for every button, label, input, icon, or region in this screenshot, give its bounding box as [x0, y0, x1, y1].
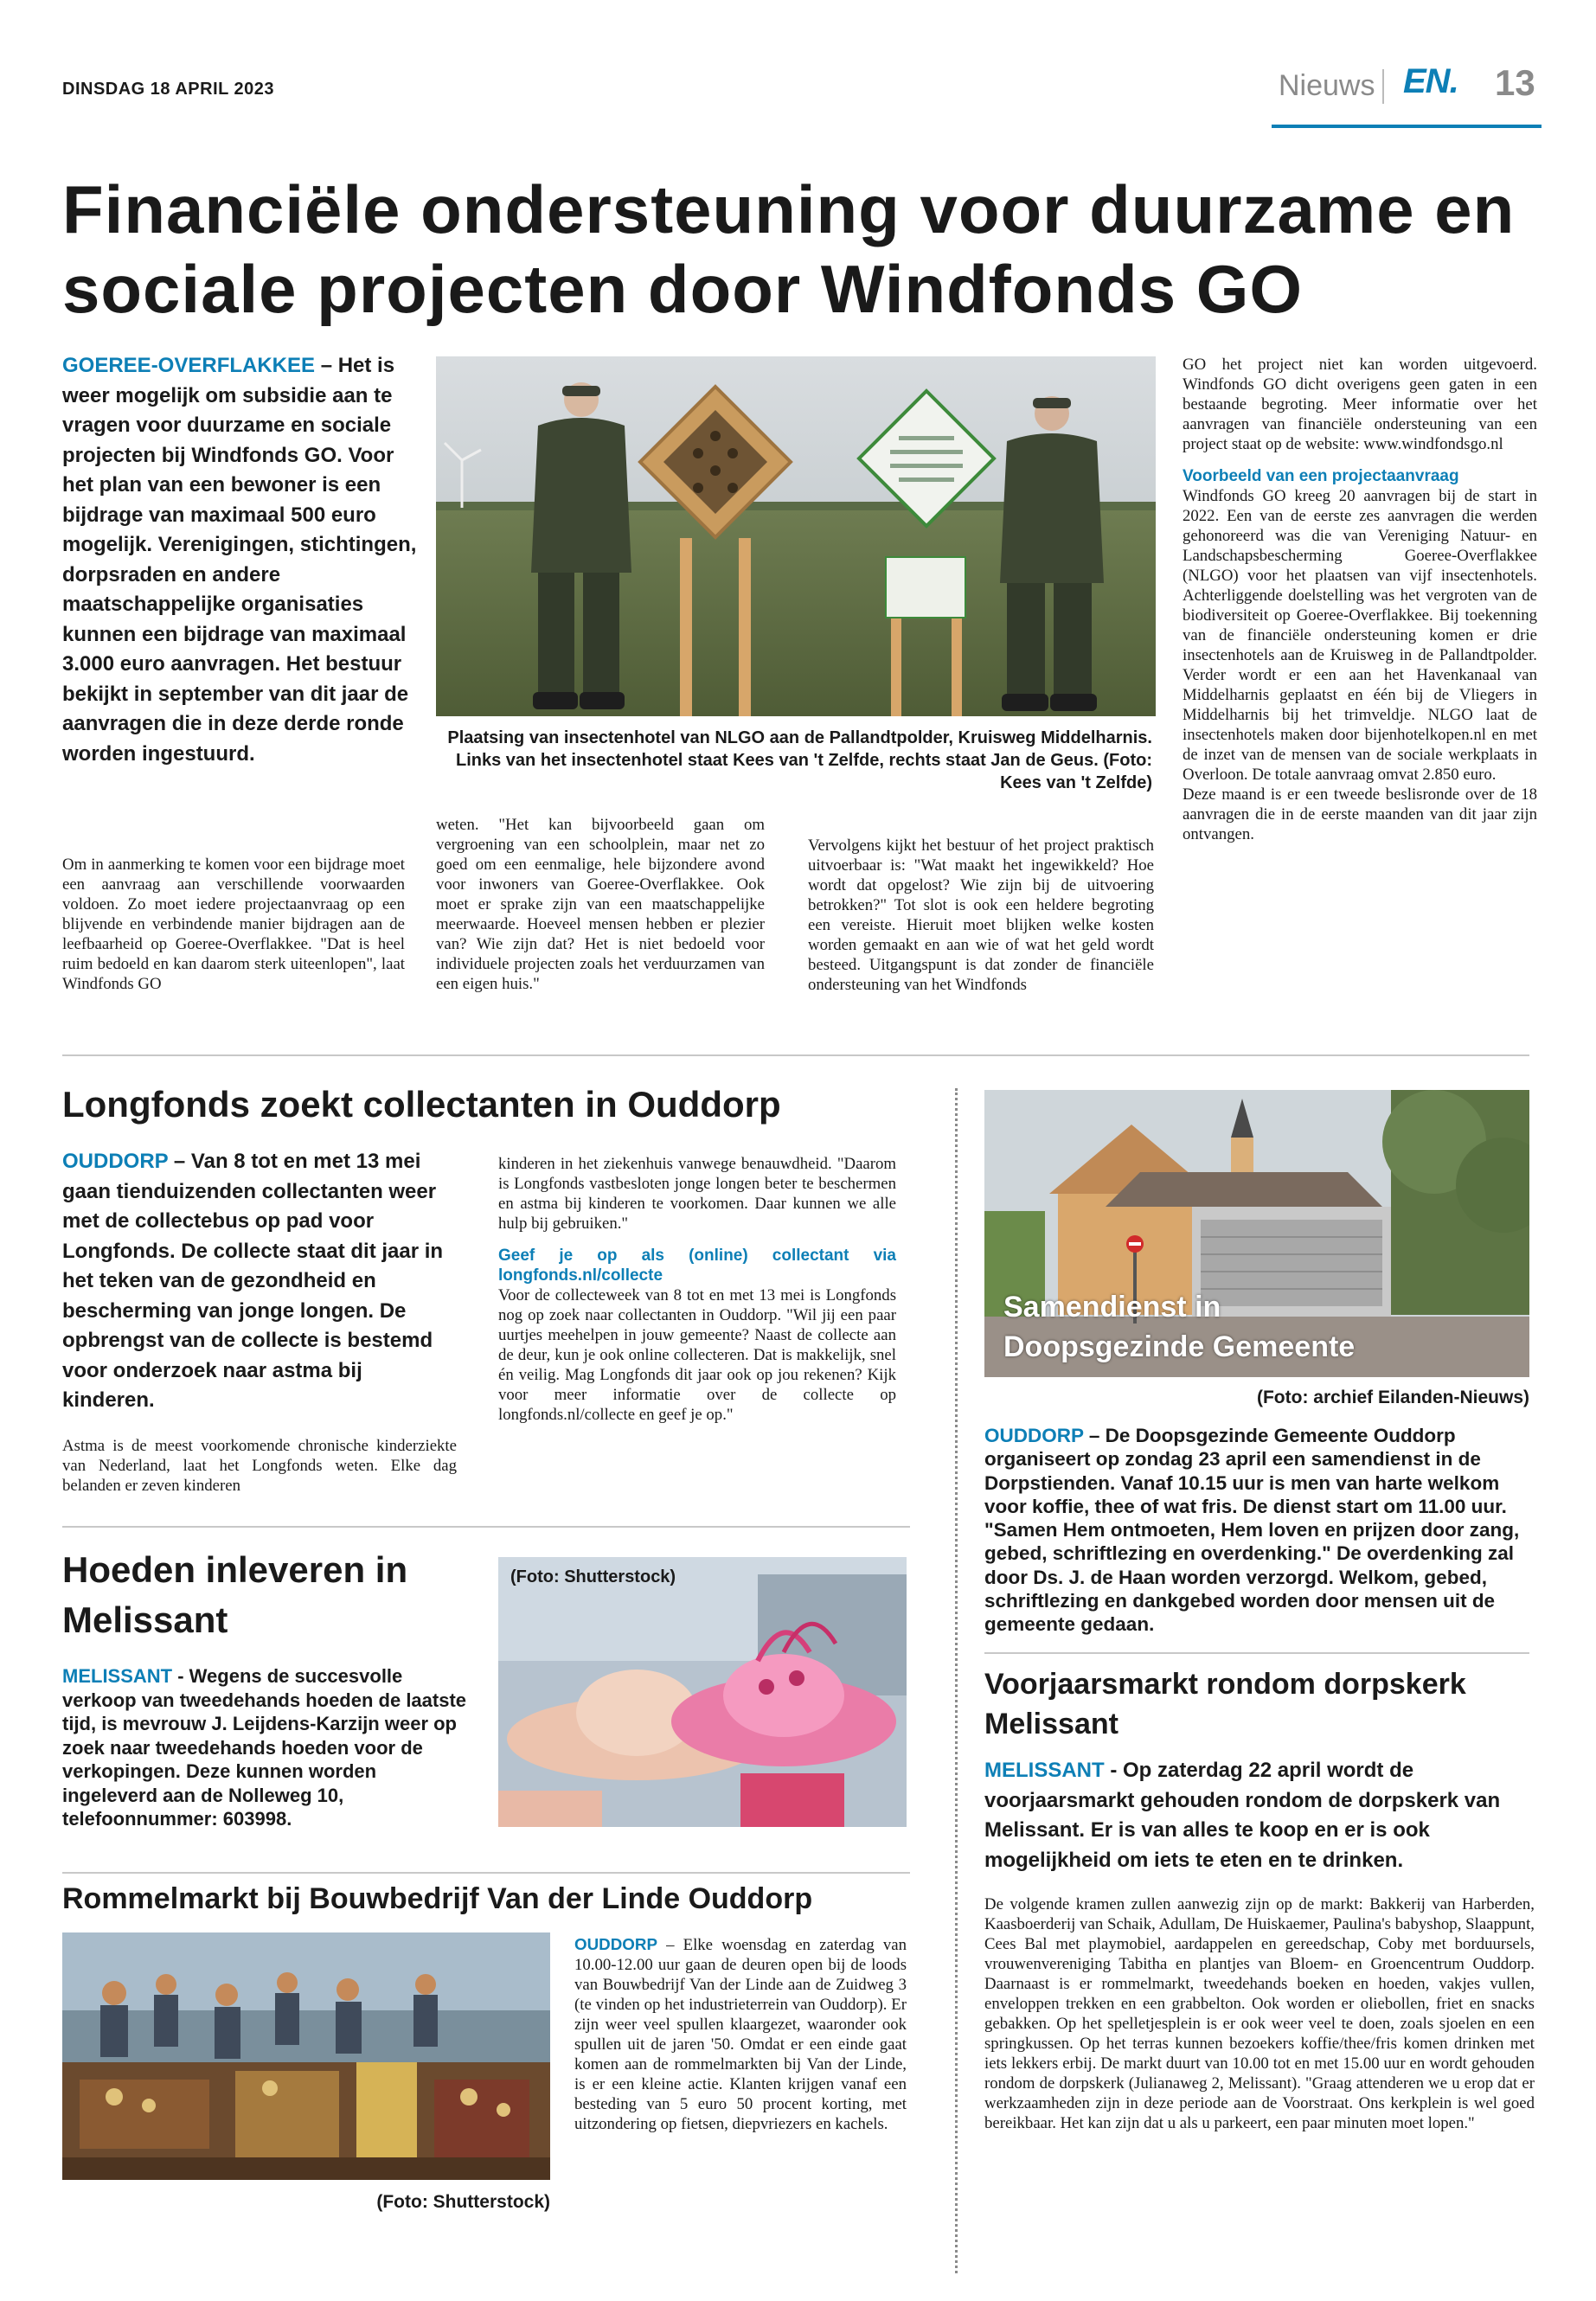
article1-col4 [1183, 355, 1537, 844]
article3-lead-text: – De Doopsgezinde Gemeente Ouddorp organiseert op zondag 23 april een samendienst in de Dorpstienden. Vanaf 10.15 uur is men van harte welkom voor koffie, thee of wat fris. De dienst start om 11.00 uur. "Samen Hem ontmoeten, Hem loven en prijzen door zang, gebed, schriftlezing en overdenking." De overdenking zal door Ds. J. de Haan worden verzorgd. Welkom, gebed, schriftlezing en dankgebed worden door mensen uit de gemeente gedaan. [984, 1425, 1520, 1636]
newspaper-logo: EN. [1403, 62, 1458, 100]
article-divider [984, 1652, 1529, 1654]
article1-headline: Financiële ondersteuning voor duurzame en sociale projecten door Windfonds GO [62, 171, 1516, 327]
article5-lead-text: - Op zaterdag 22 april wordt de voorjaarsmarkt gehouden rondom de dorpskerk van Melissant. Er is van alles te koop en er is ook mogelijkheid om iets te eten en te drinken. [984, 1759, 1501, 1872]
article6-headline: Rommelmarkt bij Bouwbedrijf Van der Linde Ouddorp [62, 1882, 813, 1915]
article2-headline: Longfonds zoekt collectanten in Ouddorp [62, 1084, 781, 1125]
article5-lead-location: MELISSANT [984, 1759, 1105, 1782]
article2-lead [62, 1147, 460, 1416]
article1-col1: Om in aanmerking te komen voor een bijdrage moet een aanvraag aan verschillende voorwaarden voldoen. Zo moet iedere projectaanvraag op een blijvende en verbindende manier bijdragen aan de leefbaarheid op Goeree-Overflakkee. "Dat is heel ruim bedoeld en kan daarom sterk uiteenlopen", laat Windfonds GO [62, 856, 405, 993]
article4-lead [62, 1664, 469, 1831]
article1-col2: weten. "Het kan bijvoorbeeld gaan om vergroening van een schoolplein, maar net zo goed om een eenmalige, hele bijzondere avond voor inwoners van Goeree-Overflakkee. Ook moet er sprake zijn van een maatschappelijke meerwaarde. Hoeveel mensen hebben er plezier van? Wie zijn dat? Het is niet bedoeld voor individuele projecten zoals het verduurzamen van een eigen huis." [436, 816, 765, 993]
article-divider [62, 1054, 1529, 1056]
page-number: 13 [1495, 62, 1535, 103]
article3-lead-location: OUDDORP [984, 1425, 1084, 1446]
article4-headline: Hoeden inleveren in Melissant [62, 1549, 408, 1640]
section-label: Nieuws [1279, 69, 1375, 102]
article2-col1: Astma is de meest voorkomende chronische kinderziekte van Nederland, laat het Longfonds weten. Elke dag belanden er zeven kinderen [62, 1437, 457, 1495]
article4-lead-text: - Wegens de succesvolle verkoop van tweedehands hoeden de laatste tijd, is mevrouw J. Leijdens-Karzijn weer op zoek naar tweedehands hoeden voor de verkopingen. Deze kunnen worden ingeleverd aan de Nolleweg 10, telefoonnummer: 603998. [62, 1665, 467, 1830]
article4-lead-location: MELISSANT [62, 1665, 173, 1687]
hats-photo-graphic [498, 1557, 907, 1827]
article3-photo-church [984, 1090, 1529, 1377]
article-divider [62, 1872, 910, 1874]
article3-photo-credit: (Foto: archief Eilanden-Nieuws) [1256, 1388, 1529, 1407]
article6-text: – Elke woensdag en zaterdag van 10.00-12.00 uur gaan de deuren open bij de loods van Bouwbedrijf Van der Linde aan de Zuidweg 3 (te vinden op het industrieterrein van Ouddorp). Er zijn weer veel spullen klaargezet, waaronder ook spullen uit de jaren '50. Omdat er een einde gaat komen aan de rommelmarkten bij Van der Linde, is er een kleine actie. Klanten krijgen vanaf een besteding van 5 euro 50 procent korting, met uitzondering op fietsen, diepvriezers en kachels. [574, 1936, 907, 2133]
article4-photo-hats [498, 1557, 907, 1827]
article1-lead-text: – Het is weer mogelijk om subsidie aan te vragen voor duurzame en sociale projecten bij Windfonds GO. Voor het plan van een bewoner is een bijdrage van maximaal 500 euro mogelijk. Verenigingen, stichtingen, dorpsraden en andere maatschappelijke organisaties kunnen een bijdrage van maximaal 3.000 euro aanvragen. Het bestuur bekijkt in september van dit jaar de aanvragen die in deze derde ronde worden ingestuurd. [62, 354, 417, 766]
article2-col2 [498, 1154, 896, 1425]
article5-headline: Voorjaarsmarkt rondom dorpskerk Melissant [984, 1668, 1466, 1740]
article6-photo-credit: (Foto: Shutterstock) [376, 2192, 550, 2212]
article1-col4-text3: Deze maand is er een tweede beslisronde over de 18 aanvragen die in de eerste maanden van dit jaar zijn ontvangen. [1183, 785, 1537, 843]
article2-col2-text: kinderen in het ziekenhuis vanwege benauwdheid. "Daarom is Longfonds vastbesloten jonge longen beter te beschermen en astma bij kinderen te voorkomen. Daar kunnen we alle hulp bij gebruiken." [498, 1155, 896, 1233]
column-divider-dotted [955, 1088, 958, 2273]
article1-lead [62, 351, 417, 769]
article4-photo-credit: (Foto: Shutterstock) [510, 1567, 676, 1586]
article3-lead [984, 1424, 1535, 1637]
issue-date: DINSDAG 18 APRIL 2023 [62, 80, 275, 99]
article6-body [574, 1934, 907, 2134]
article1-photo-insect-hotel [436, 356, 1156, 716]
article3-photo-title: Samendienst in Doopsgezinde Gemeente [1003, 1291, 1356, 1363]
article1-col4-text2: Windfonds GO kreeg 20 aanvragen bij de start in 2022. Een van de eerste zes aanvragen die werden gehonoreerd was die van Vereniging Natuur- en Landschapsbescherming Goeree-Overflakkee (NLGO) voor het plaatsen van vijf insectenhotels. Achterliggende doelstelling was het vergroten van de biodiversiteit op Goeree-Overflakkee. Bij toekenning van de financiële ondersteuning komen er drie insectenhotels aan de Kruisweg in de Pallandtpolder. Verder wordt er een aan het Havenkanaal van Middelharnis geplaatst en één bij de Vliegers in Middelharnis bij het trimveldje. NLGO laat de insectenhotels maken door bijenhotelkopen.nl en met de inzet van de mensen van de sociale werkplaats in Overloon. De totale aanvraag omvat 2.850 euro. [1183, 487, 1537, 784]
article1-col4-subhead: Voorbeeld van een projectaanvraag [1183, 467, 1459, 485]
article2-col2-text2: Voor de collecteweek van 8 tot en met 13 mei is Longfonds nog op zoek naar collectanten in Ouddorp. "Wil jij een paar uurtjes meehelpen in jouw gemeente? Naast de collecte aan de deur, kun je ook online collecteren. Dat is makkelijk, snel én veilig. Mag Longfonds dit jaar ook op jou rekenen? Kijk voor meer informatie over de collecte op longfonds.nl/collecte en geef je op." [498, 1286, 896, 1424]
article1-col4-text: GO het project niet kan worden uitgevoerd. Windfonds GO dicht overigens geen gaten in een bestaande begroting. Meer informatie over het aanvragen van financiële ondersteuning van een project staat op de website: www.windfondsgo.nl [1183, 356, 1537, 453]
article1-lead-location: GOEREE-OVERFLAKKEE [62, 354, 316, 377]
article-divider [62, 1526, 910, 1528]
article1-col3: Vervolgens kijkt het bestuur of het project praktisch uitvoerbaar is: "Wat maakt het ingewikkeld? Hoe wordt dat opgelost? Wie zijn bij de uitvoering betrokken?" Tot slot is ook een heldere begroting een vereiste. Hieruit moet blijken welke kosten worden gemaakt en aan wie of wat het geld wordt besteed. Uitgangspunt is dat zonder de financiële ondersteuning van het Windfonds [808, 836, 1154, 994]
article2-subhead: Geef je op als (online) collectant via longfonds.nl/collecte [498, 1247, 896, 1285]
header-accent-line [1272, 125, 1542, 128]
article5-body: De volgende kramen zullen aanwezig zijn op de markt: Bakkerij van Harberden, Kaasboerderij van Schaik, Adullam, De Huiskaemer, Paulina's babyshop, Slaappunt, Cees Bal met playmobiel, aardappelen en gereedschap, Coby met borduursels, vrouwenvereniging Tabitha en plantjes van Bloem- en Groencentrum Ouddorp. Daarnaast is er rommelmarkt, tweedehands boeken en hoeden, vakjes vullen, enveloppen trekken en een grabbelton. Ook worden er oliebollen, friet en snacks gebakken. Op het spelletjesplein is er ook weer veel te doen, zoals sjoelen en een springkussen. Op het terras kunnen bezoekers koffie/thee/fris komen drinken met iets lekkers erbij. De markt duurt van 10.00 tot en met 15.00 uur en wordt gehouden rondom de dorpskerk (Julianaweg 2, Melissant). "Graag attenderen we u erop dat er werkzaamheden zijn in deze periode aan de Voorstraat. Ons kerkplein is wel goed bereikbaar. Het kan zijn dat u als u parkeert, een paar minuten moet lopen." [984, 1895, 1535, 2132]
article2-lead-location: OUDDORP [62, 1150, 169, 1173]
article2-lead-text: – Van 8 tot en met 13 mei gaan tienduizenden collectanten weer met de collectebus op pad voor Longfonds. De collecte staat dit jaar in het teken van de gezondheid en bescherming van jonge longen. De opbrengst van de collecte is bestemd voor onderzoek naar astma bij kinderen. [62, 1150, 444, 1412]
article6-photo-fleamarket [62, 1932, 550, 2180]
header-divider [1382, 69, 1384, 104]
insect-hotel-photo-graphic [436, 356, 1156, 716]
fleamarket-photo-graphic [62, 1932, 550, 2180]
article1-photo-caption: Plaatsing van insectenhotel van NLGO aan de Pallandtpolder, Kruisweg Middelharnis. Links van het insectenhotel staat Kees van 't Zelfde, rechts staat Jan de Geus. (Foto: Kees van 't Zelfde) [447, 728, 1152, 792]
article5-lead [984, 1756, 1538, 1875]
article6-location: OUDDORP [574, 1935, 657, 1953]
